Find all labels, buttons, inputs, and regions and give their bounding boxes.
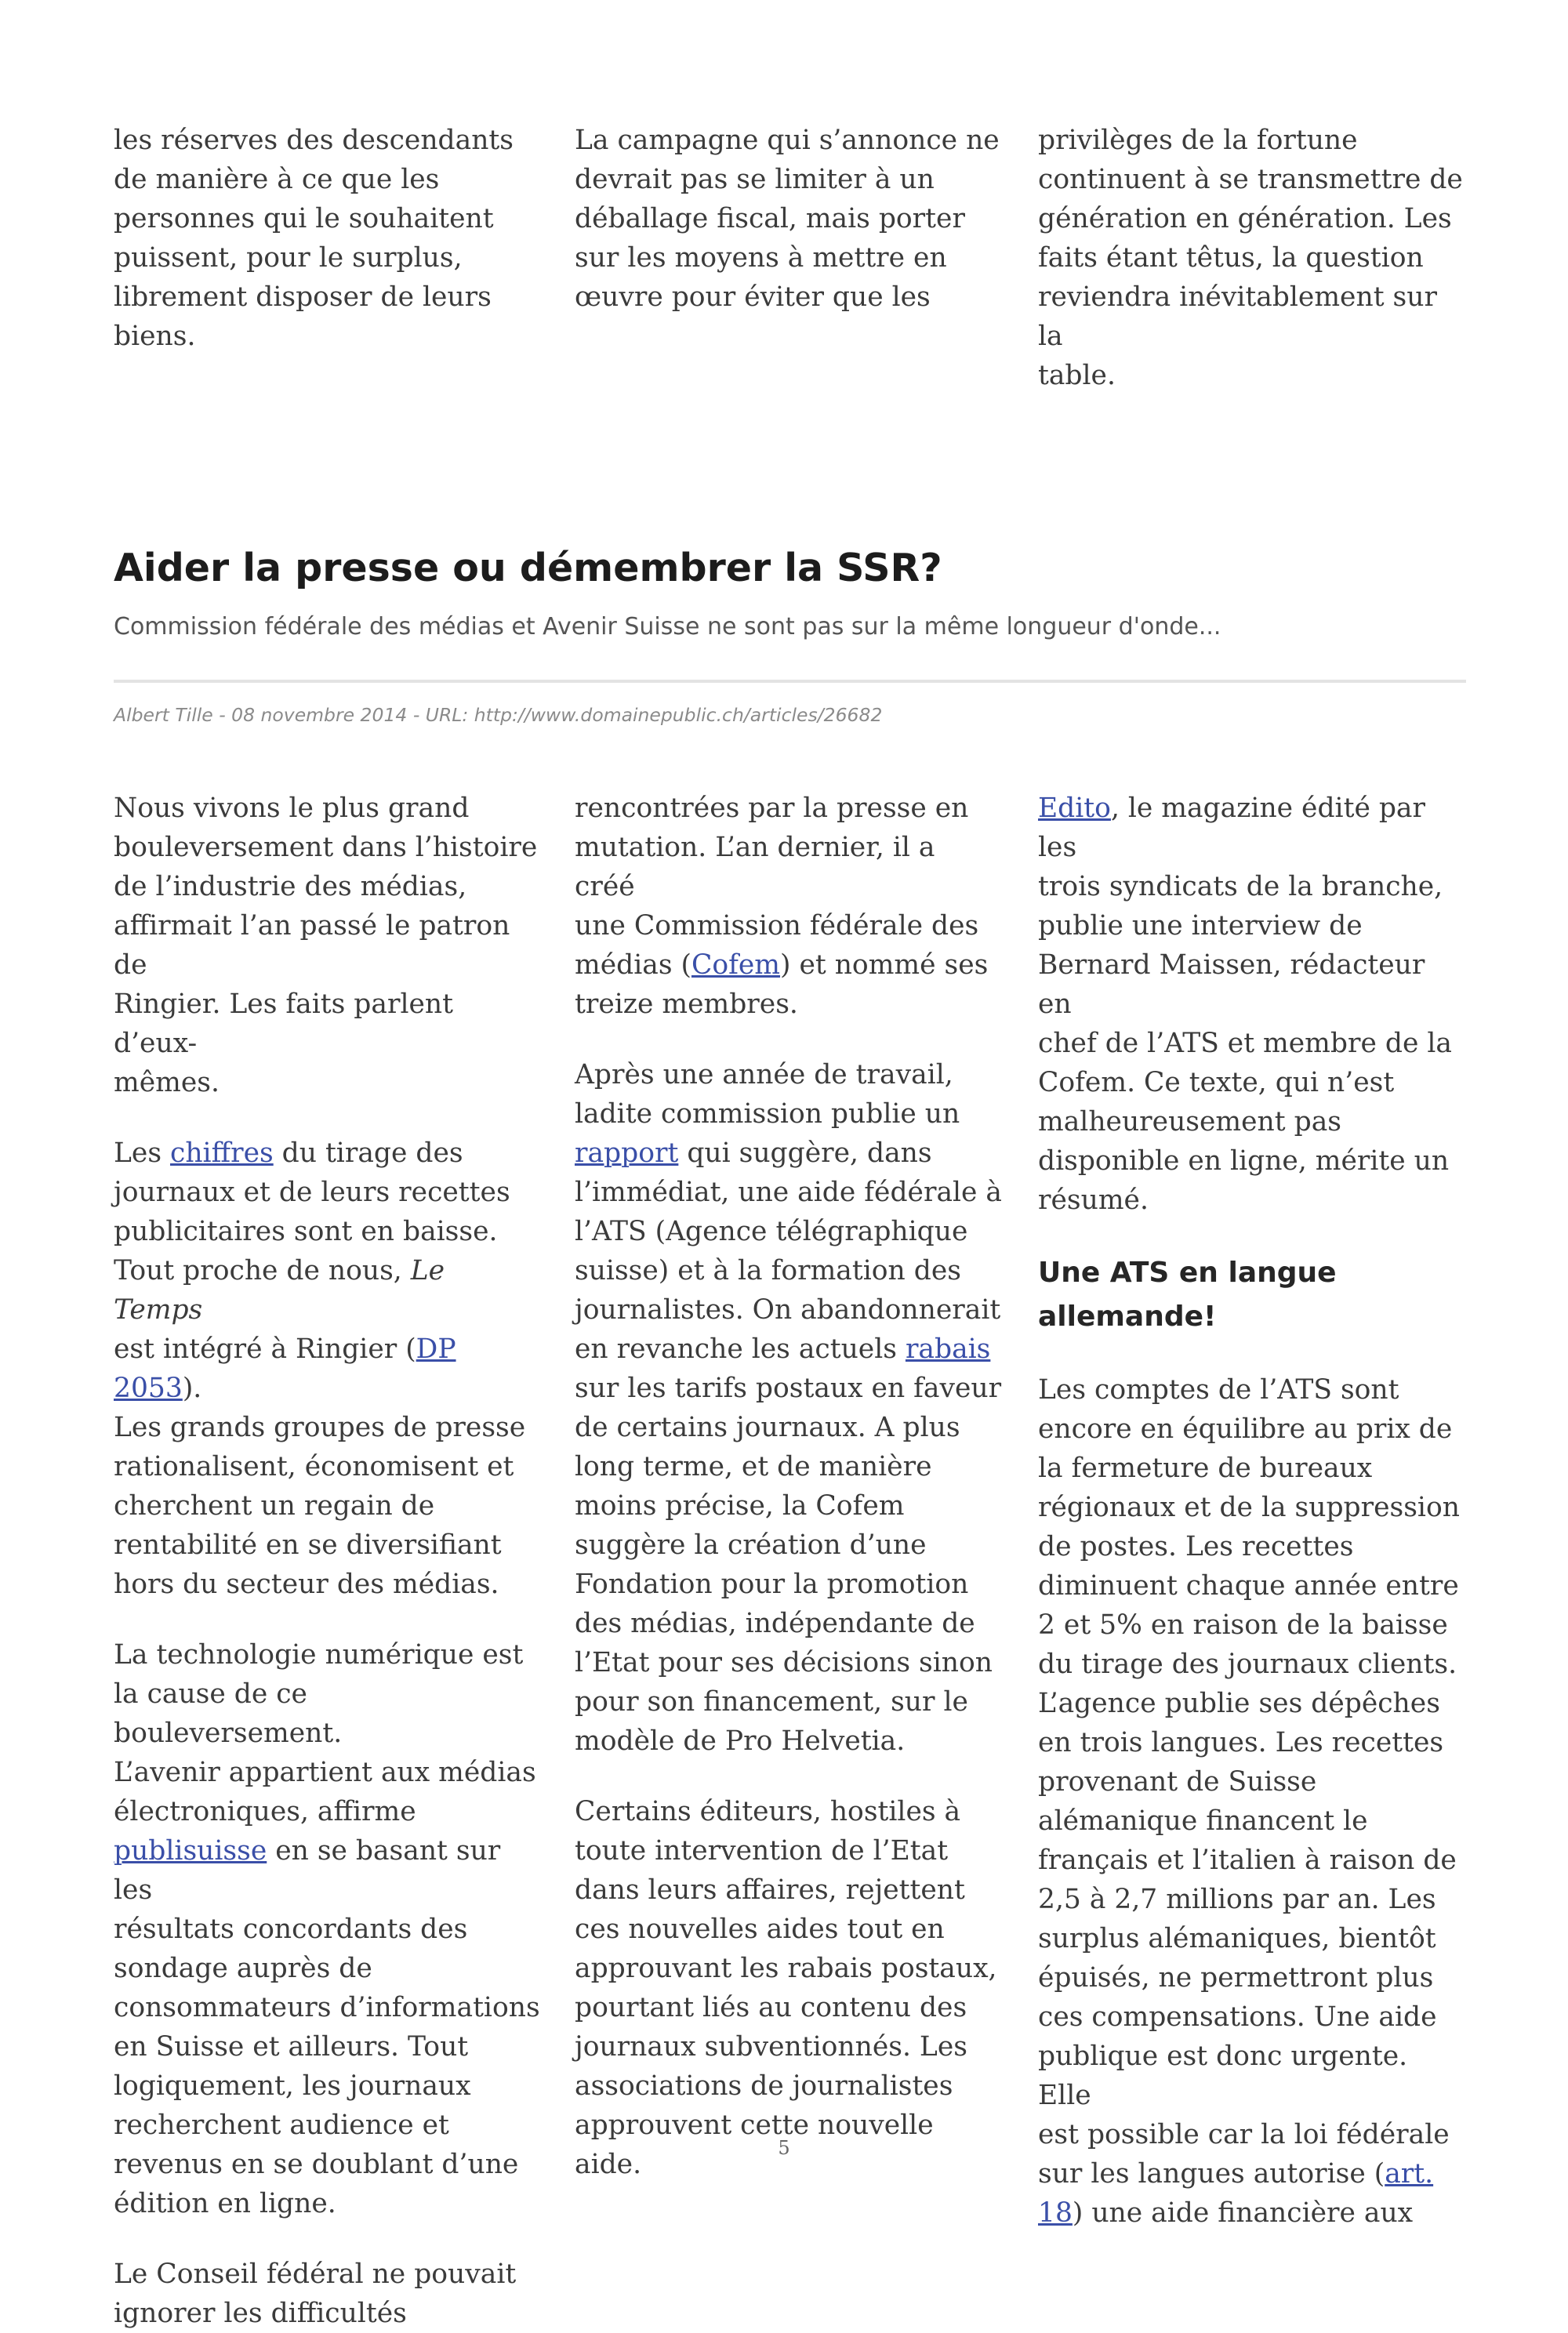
prev-article-column-3 xyxy=(1038,121,1465,395)
prev-article-paragraph: La campagne qui s’annonce ne devrait pas se limiter à un déballage fiscal, mais porter sur les moyens à mettre en œuvre pour éviter que les xyxy=(575,125,1000,313)
link-cofem[interactable]: Cofem xyxy=(691,949,781,981)
header-divider xyxy=(114,680,1466,683)
text-run: sur les tarifs postaux en faveur de certains journaux. A plus long terme, et de manière moins précise, la Cofem suggère la création d’une Fondation pour la promotion des médias, indépendante de l’Etat pour ses décisions sinon pour son financement, sur le modèle de Pro Helvetia. xyxy=(575,1373,1002,1757)
text-run: en se basant sur les résultats concordants des sondage auprès de consommateurs d’informations en Suisse et ailleurs. Tout logiquement, les journaux recherchent audience et revenus en se doublant d’une édition en ligne. xyxy=(114,1835,540,2219)
text-run: Après une année de travail, ladite commission publie un xyxy=(575,1059,960,1130)
link-dp-2053[interactable]: DP 2053 xyxy=(114,1333,456,1404)
text-run: du tirage des journaux et de leurs recettes publicitaires sont en baisse. Tout proche de nous, xyxy=(114,1137,510,1286)
prev-article-paragraph: privilèges de la fortune continuent à se transmettre de génération en génération. Les faits étant têtus, la question reviendra inévitablement sur la table. xyxy=(1038,125,1463,391)
page-number: 5 xyxy=(778,2137,790,2159)
article-meta: Albert Tille - 08 novembre 2014 - URL: http://www.domainepublic.ch/articles/26682 xyxy=(114,704,883,726)
paragraph xyxy=(114,1134,541,1604)
link-rabais[interactable]: rabais xyxy=(905,1333,991,1365)
text-run: rencontrées par la presse en mutation. L’an dernier, il a créé une Commission fédérale des médias ( xyxy=(575,793,979,981)
prev-article-paragraph: les réserves des descendants de manière à ce que les personnes qui le souhaitent puissent, pour le surplus, librement disposer de leurs biens. xyxy=(114,125,514,352)
link-publisuisse[interactable]: publisuisse xyxy=(114,1835,267,1867)
paragraph: Nous vivons le plus grand bouleversement dans l’histoire de l’industrie des médias, affirmait l’an passé le patron de Ringier. Les faits parlent d’eux- mêmes. xyxy=(114,793,538,1098)
link-rapport[interactable]: rapport xyxy=(575,1137,679,1169)
article-column-3 xyxy=(1038,789,1465,2233)
prev-article-column-2 xyxy=(575,121,1002,317)
article-title: Aider la presse ou démembrer la SSR? xyxy=(114,546,942,590)
text-run: ) et nommé ses treize membres. xyxy=(575,949,989,1020)
article-column-2 xyxy=(575,789,1002,2184)
text-run: Les comptes de l’ATS sont encore en équilibre au prix de la fermeture de bureaux régionaux et de la suppression de postes. Les recettes diminuent chaque année entre 2 et 5% en raison de la baisse du tirage des journaux clients. L’agence publie ses dépêches en trois langues. Les recettes provenant de Suisse alémanique financent le français et l’italien à raison de 2,5 à 2,7 millions par an. Les surplus alémaniques, bientôt épuisés, ne permettront plus ces compensations. Une aide publique est donc urgente. Elle est possible car la loi fédérale sur les langues autorise ( xyxy=(1038,1374,1460,2190)
paragraph: Certains éditeurs, hostiles à toute intervention de l’Etat dans leurs affaires, rejettent ces nouvelles aides tout en approuvant les rabais postaux, pourtant liés au contenu des journaux subventionnés. Les associations de journalistes approuvent cette nouvelle aide. xyxy=(575,1796,997,2180)
link-chiffres[interactable]: chiffres xyxy=(170,1137,274,1169)
link-art-18[interactable]: art. 18 xyxy=(1038,2158,1434,2229)
text-run: La technologie numérique est la cause de ce bouleversement. L’avenir appartient aux médias électroniques, affirme xyxy=(114,1639,536,1827)
text-run: qui suggère, dans l’immédiat, une aide fédérale à l’ATS (Agence télégraphique suisse) et à la formation des journalistes. On abandonnerait en revanche les actuels xyxy=(575,1137,1002,1365)
paragraph xyxy=(1038,1370,1465,2233)
publication-name: Le Temps xyxy=(114,1255,445,1326)
text-run: Les xyxy=(114,1137,170,1169)
prev-article-column-1 xyxy=(114,121,541,356)
paragraph: Le Conseil fédéral ne pouvait ignorer les difficultés xyxy=(114,2259,517,2329)
section-heading: Une ATS en langue allemande! xyxy=(1038,1257,1337,1333)
article-column-1 xyxy=(114,789,541,2333)
paragraph xyxy=(114,1635,541,2223)
text-run: , le magazine édité par les trois syndicats de la branche, publie une interview de Bernard Maissen, rédacteur en chef de l’ATS et membre de la Cofem. Ce texte, qui n’est malheureusement pas disponible en ligne, mérite un résumé. xyxy=(1038,793,1452,1216)
paragraph xyxy=(575,1055,1002,1761)
text-run: ) une aide financière aux xyxy=(1072,2197,1414,2229)
text-run: est intégré à Ringier ( xyxy=(114,1333,416,1365)
paragraph xyxy=(1038,789,1465,1220)
article-subtitle: Commission fédérale des médias et Avenir Suisse ne sont pas sur la même longueur d'onde... xyxy=(114,613,1221,640)
link-edito[interactable]: Edito xyxy=(1038,793,1111,824)
paragraph xyxy=(575,789,1002,1024)
text-run: ). Les grands groupes de presse rationalisent, économisent et cherchent un regain de rentabilité en se diversifiant hors du secteur des médias. xyxy=(114,1373,526,1600)
